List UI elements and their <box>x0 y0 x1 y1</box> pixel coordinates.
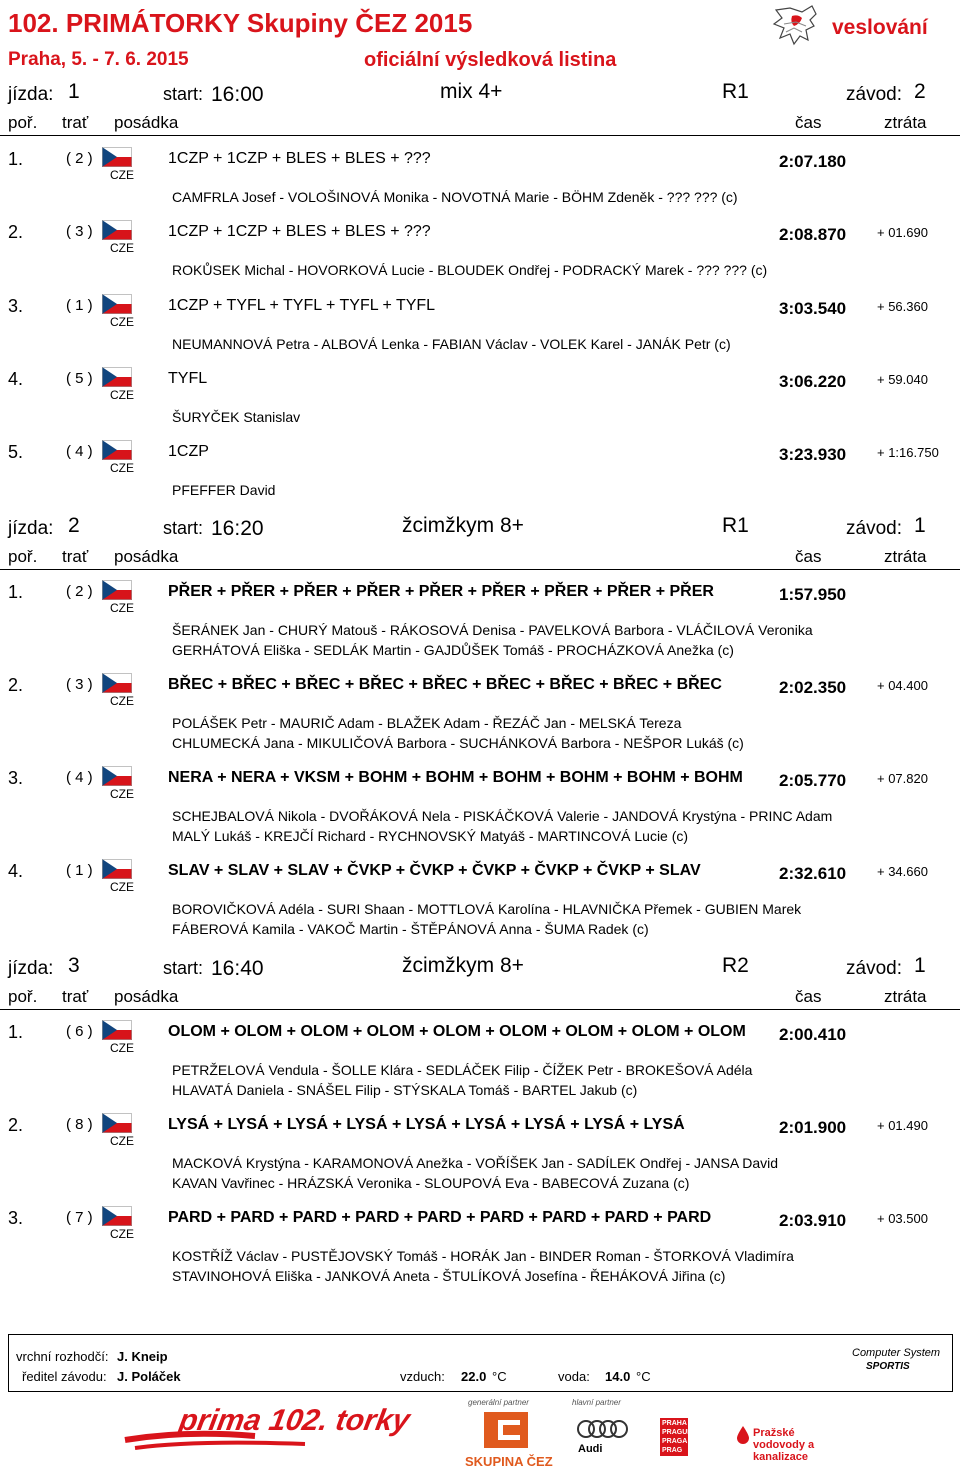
water-temp-unit: °C <box>636 1369 651 1384</box>
sportis-logo: SPORTIS <box>866 1361 910 1372</box>
result-time: 3:06.220 <box>779 372 847 391</box>
result-time: 2:02.350 <box>779 678 847 697</box>
result-rank: 3. <box>8 768 24 788</box>
crew-clubs: SLAV + SLAV + SLAV + ČVKP + ČVKP + ČVKP + ČVKP + ČVKP + SLAV <box>168 862 701 879</box>
result-time: 3:03.540 <box>779 299 847 318</box>
country-code: CZE <box>110 315 134 329</box>
heat-label: jízda: <box>8 84 54 105</box>
czech-flag-icon <box>102 859 132 879</box>
race-number-label: závod: <box>846 518 902 539</box>
crew-names-line: HLAVATÁ Daniela - SNÁŠEL Filip - STÝSKALA Tomáš - BARTEL Jakub (c) <box>172 1082 638 1098</box>
result-time-loss: + 01.490 <box>877 1118 928 1133</box>
result-lane: ( 7 ) <box>66 1209 93 1226</box>
czech-flag-icon <box>102 440 132 460</box>
start-time: 16:40 <box>211 957 264 980</box>
result-lane: ( 3 ) <box>66 223 93 240</box>
computer-system-label: Computer System <box>852 1347 941 1359</box>
air-temp-value: 22.0 <box>461 1369 487 1384</box>
prima-logo <box>125 1400 413 1471</box>
czech-flag-icon <box>102 1113 132 1133</box>
heat-label: jízda: <box>8 518 54 539</box>
col-header-loss: ztráta <box>884 987 927 1006</box>
crew-clubs: TYFL <box>168 370 208 387</box>
country-code: CZE <box>110 787 134 801</box>
cez-logo-icon <box>484 1412 528 1448</box>
czech-lion-emblem-icon <box>772 4 820 46</box>
result-rank: 3. <box>8 1208 24 1228</box>
result-rank: 5. <box>8 442 24 462</box>
race-number-label: závod: <box>846 958 902 979</box>
result-time: 2:05.770 <box>779 771 847 790</box>
water-drop-icon <box>735 1426 751 1444</box>
country-code: CZE <box>110 241 134 255</box>
result-lane: ( 1 ) <box>66 297 93 314</box>
crew-names-line: KAVAN Vavřinec - HRÁZSKÁ Veronika - SLOUPOVÁ Eva - BABECOVÁ Zuzana (c) <box>172 1175 690 1191</box>
crew-names-line: POLÁŠEK Petr - MAURIČ Adam - BLAŽEK Adam - ŘEZÁČ Jan - MELSKÁ Tereza <box>172 715 682 731</box>
header-divider <box>0 135 960 136</box>
director-label: ředitel závodu: <box>22 1369 107 1384</box>
col-header-rank: poř. <box>8 547 38 566</box>
czech-flag-icon <box>102 220 132 240</box>
general-partner-label: generální partner <box>468 1398 529 1407</box>
crew-clubs: PARD + PARD + PARD + PARD + PARD + PARD + PARD + PARD + PARD <box>168 1209 712 1226</box>
result-time: 2:08.870 <box>779 225 847 244</box>
race-number: 1 <box>914 954 926 977</box>
crew-clubs: 1CZP + TYFL + TYFL + TYFL + TYFL <box>168 297 436 314</box>
col-header-time: čas <box>795 547 822 566</box>
country-code: CZE <box>110 168 134 182</box>
result-time-loss: + 59.040 <box>877 372 928 387</box>
result-time: 1:57.950 <box>779 585 847 604</box>
result-lane: ( 1 ) <box>66 862 93 879</box>
crew-clubs: 1CZP <box>168 443 209 460</box>
result-rank: 3. <box>8 296 24 316</box>
start-time: 16:20 <box>211 517 264 540</box>
result-rank: 4. <box>8 861 24 881</box>
race-number-label: závod: <box>846 84 902 105</box>
result-time: 2:03.910 <box>779 1211 847 1230</box>
crew-names-line: STAVINOHOVÁ Eliška - JANKOVÁ Aneta - ŠTULÍKOVÁ Josefína - ŘEHÁKOVÁ Jiřina (c) <box>172 1268 726 1284</box>
col-header-lane: trať <box>62 113 89 132</box>
race-category: žcimžkym 8+ <box>402 514 524 537</box>
water-temp-value: 14.0 <box>605 1369 631 1384</box>
main-partner-label: hlavní partner <box>572 1398 621 1407</box>
czech-flag-icon <box>102 1206 132 1226</box>
result-time: 2:32.610 <box>779 864 847 883</box>
result-lane: ( 3 ) <box>66 676 93 693</box>
country-code: CZE <box>110 694 134 708</box>
result-time: 2:00.410 <box>779 1025 847 1044</box>
result-rank: 2. <box>8 675 24 695</box>
crew-clubs: LYSÁ + LYSÁ + LYSÁ + LYSÁ + LYSÁ + LYSÁ + LYSÁ + LYSÁ + LYSÁ <box>168 1116 685 1133</box>
result-rank: 1. <box>8 149 24 169</box>
crew-names-line: PFEFFER David <box>172 482 276 498</box>
prima-logo-text: prima 102. torky <box>176 1404 413 1437</box>
crew-names-line: NEUMANNOVÁ Petra - ALBOVÁ Lenka - FABIAN Václav - VOLEK Karel - JANÁK Petr (c) <box>172 336 731 352</box>
crew-names-line: BOROVIČKOVÁ Adéla - SURI Shaan - MOTTLOVÁ Karolína - HLAVNIČKA Přemek - GUBIEN Marek <box>172 901 802 917</box>
country-code: CZE <box>110 461 134 475</box>
race-round: R1 <box>722 514 749 537</box>
audi-logo-text: Audi <box>578 1443 603 1455</box>
crew-names-line: SCHEJBALOVÁ Nikola - DVOŘÁKOVÁ Nela - PISKÁČKOVÁ Valerie - JANDOVÁ Krystýna - PRINC Adam <box>172 808 833 824</box>
result-time-loss: + 04.400 <box>877 678 928 693</box>
result-lane: ( 8 ) <box>66 1116 93 1133</box>
result-time-loss: + 34.660 <box>877 864 928 879</box>
page-title: 102. PRIMÁTORKY Skupiny ČEZ 2015 <box>8 8 473 38</box>
result-lane: ( 2 ) <box>66 583 93 600</box>
start-time: 16:00 <box>211 83 264 106</box>
crew-names-line: KOSTŘÍŽ Václav - PUSTĚJOVSKÝ Tomáš - HORÁK Jan - BINDER Roman - ŠTORKOVÁ Vladimíra <box>172 1248 794 1264</box>
country-code: CZE <box>110 388 134 402</box>
result-rank: 1. <box>8 1022 24 1042</box>
result-time: 2:07.180 <box>779 152 847 171</box>
heat-number: 3 <box>68 954 80 977</box>
col-header-rank: poř. <box>8 113 38 132</box>
praha-logo: PRAHA PRAGUE PRAGA PRAG <box>662 1420 692 1454</box>
result-rank: 1. <box>8 582 24 602</box>
crew-names-line: CHLUMECKÁ Jana - MIKULIČOVÁ Barbora - SUCHÁNKOVÁ Barbora - NEŠPOR Lukáš (c) <box>172 735 744 751</box>
referee-label: vrchní rozhodčí: <box>16 1349 109 1364</box>
crew-clubs: PŘER + PŘER + PŘER + PŘER + PŘER + PŘER + PŘER + PŘER + PŘER <box>168 583 714 600</box>
crew-names-line: MALÝ Lukáš - KREJČÍ Richard - RYCHNOVSKÝ Matyáš - MARTINCOVÁ Lucie (c) <box>172 828 689 844</box>
result-time: 2:01.900 <box>779 1118 847 1137</box>
air-temp-unit: °C <box>492 1369 507 1384</box>
heat-number: 2 <box>68 514 80 537</box>
col-header-lane: trať <box>62 987 89 1006</box>
result-time-loss: + 1:16.750 <box>877 445 939 460</box>
czech-flag-icon <box>102 673 132 693</box>
result-lane: ( 4 ) <box>66 443 93 460</box>
col-header-crew: posádka <box>114 547 179 566</box>
result-lane: ( 5 ) <box>66 370 93 387</box>
result-lane: ( 2 ) <box>66 150 93 167</box>
heat-number: 1 <box>68 80 80 103</box>
crew-names-line: MACKOVÁ Krystýna - KARAMONOVÁ Anežka - VOŘÍŠEK Jan - SADÍLEK Ondřej - JANSA David <box>172 1155 779 1171</box>
col-header-crew: posádka <box>114 113 179 132</box>
race-number: 1 <box>914 514 926 537</box>
country-code: CZE <box>110 880 134 894</box>
crew-clubs: BŘEC + BŘEC + BŘEC + BŘEC + BŘEC + BŘEC + BŘEC + BŘEC + BŘEC <box>168 676 722 693</box>
pvk-logo-text: Pražské vodovody a kanalizace <box>753 1427 815 1463</box>
sport-name: veslování <box>832 16 928 39</box>
col-header-crew: posádka <box>114 987 179 1006</box>
result-rank: 4. <box>8 369 24 389</box>
start-label: start: <box>163 518 204 538</box>
col-header-loss: ztráta <box>884 547 927 566</box>
czech-flag-icon <box>102 147 132 167</box>
race-round: R1 <box>722 80 749 103</box>
crew-names-line: GERHÁTOVÁ Eliška - SEDLÁK Martin - GAJDŮŠEK Tomáš - PROCHÁZKOVÁ Anežka (c) <box>172 642 734 658</box>
czech-flag-icon <box>102 294 132 314</box>
czech-flag-icon <box>102 580 132 600</box>
czech-flag-icon <box>102 766 132 786</box>
document-subtitle: oficiální výsledková listina <box>364 49 617 71</box>
col-header-time: čas <box>795 987 822 1006</box>
result-time-loss: + 07.820 <box>877 771 928 786</box>
crew-clubs: NERA + NERA + VKSM + BOHM + BOHM + BOHM + BOHM + BOHM + BOHM <box>168 769 743 786</box>
race-category: mix 4+ <box>440 80 503 103</box>
crew-names-line: FÁBEROVÁ Kamila - VAKOČ Martin - ŠTĚPÁNOVÁ Anna - ŠUMA Radek (c) <box>172 921 649 937</box>
czech-flag-icon <box>102 1020 132 1040</box>
crew-names-line: ŠURYČEK Stanislav <box>172 409 301 425</box>
director-name: J. Poláček <box>117 1369 181 1384</box>
result-lane: ( 4 ) <box>66 769 93 786</box>
col-header-lane: trať <box>62 547 89 566</box>
result-rank: 2. <box>8 222 24 242</box>
crew-names-line: ŠERÁNEK Jan - CHURÝ Matouš - RÁKOSOVÁ Denisa - PAVELKOVÁ Barbora - VLÁČILOVÁ Veronika <box>172 622 813 638</box>
col-header-rank: poř. <box>8 987 38 1006</box>
result-rank: 2. <box>8 1115 24 1135</box>
prima-logo-graphic <box>125 1400 413 1466</box>
country-code: CZE <box>110 601 134 615</box>
result-time-loss: + 01.690 <box>877 225 928 240</box>
header-divider <box>0 1009 960 1010</box>
result-time: 3:23.930 <box>779 445 847 464</box>
result-lane: ( 6 ) <box>66 1023 93 1040</box>
air-temp-label: vzduch: <box>400 1369 445 1384</box>
crew-clubs: OLOM + OLOM + OLOM + OLOM + OLOM + OLOM + OLOM + OLOM + OLOM <box>168 1023 746 1040</box>
header-divider <box>0 569 960 570</box>
water-temp-label: voda: <box>558 1369 590 1384</box>
race-round: R2 <box>722 954 749 977</box>
col-header-time: čas <box>795 113 822 132</box>
cez-logo-text: SKUPINA ČEZ <box>465 1454 553 1469</box>
crew-names-line: ROKŮSEK Michal - HOVORKOVÁ Lucie - BLOUDEK Ondřej - PODRACKÝ Marek - ??? ??? (c) <box>172 262 768 278</box>
referee-name: J. Kneip <box>117 1349 168 1364</box>
crew-names-line: PETRŽELOVÁ Vendula - ŠOLLE Klára - SEDLÁČEK Filip - ČÍŽEK Petr - BROKEŠOVÁ Adéla <box>172 1062 753 1078</box>
crew-clubs: 1CZP + 1CZP + BLES + BLES + ??? <box>168 150 431 167</box>
audi-rings-icon <box>576 1418 630 1440</box>
czech-flag-icon <box>102 367 132 387</box>
start-label: start: <box>163 958 204 978</box>
race-category: žcimžkym 8+ <box>402 954 524 977</box>
col-header-loss: ztráta <box>884 113 927 132</box>
country-code: CZE <box>110 1227 134 1241</box>
start-label: start: <box>163 84 204 104</box>
crew-clubs: 1CZP + 1CZP + BLES + BLES + ??? <box>168 223 431 240</box>
heat-label: jízda: <box>8 958 54 979</box>
result-time-loss: + 03.500 <box>877 1211 928 1226</box>
country-code: CZE <box>110 1134 134 1148</box>
crew-names-line: CAMFRLA Josef - VOLOŠINOVÁ Monika - NOVOTNÁ Marie - BÖHM Zdeněk - ??? ??? (c) <box>172 189 738 205</box>
country-code: CZE <box>110 1041 134 1055</box>
result-time-loss: + 56.360 <box>877 299 928 314</box>
race-number: 2 <box>914 80 926 103</box>
place-date: Praha, 5. - 7. 6. 2015 <box>8 49 189 70</box>
